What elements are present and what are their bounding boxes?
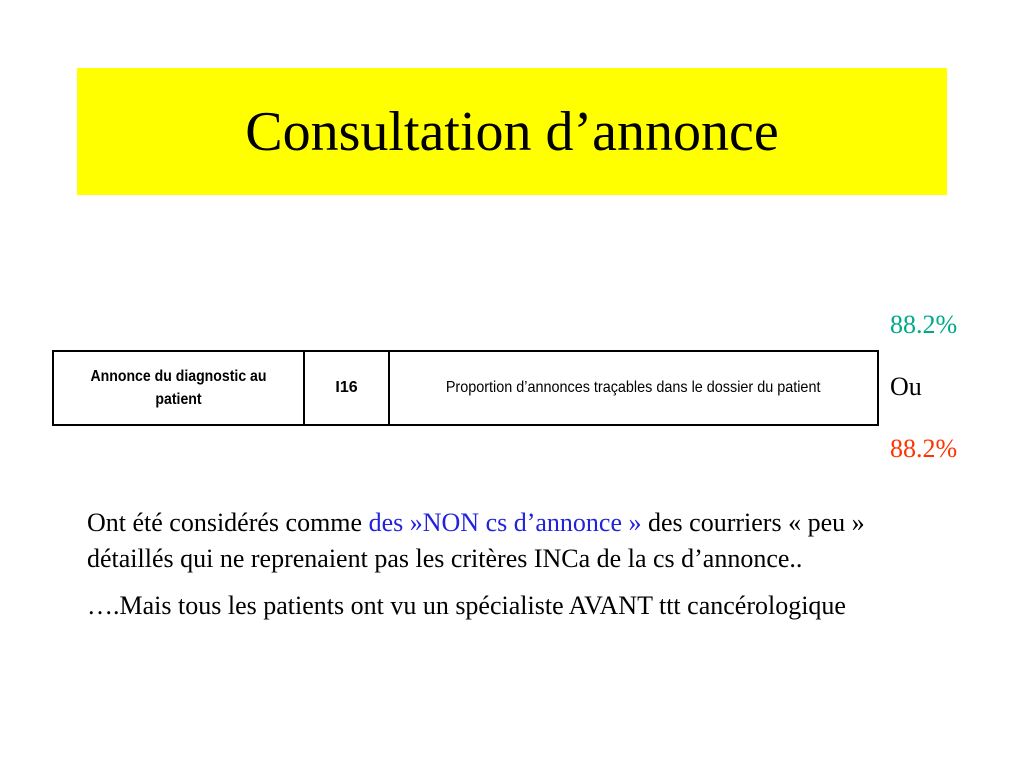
paragraph-prefix: Ont été considérés comme	[87, 508, 369, 537]
paragraph-rest: des courriers « peu » détaillés qui ne reprenaient pas les critères INCa de la cs d’annonce..	[87, 508, 865, 573]
page-title: Consultation d’annonce	[245, 100, 779, 163]
indicator-description-cell	[389, 351, 878, 425]
body-text	[87, 505, 867, 635]
indicator-table	[52, 350, 879, 426]
highlight-text: des »NON cs d’annonce »	[368, 508, 642, 537]
value-first: 88.2%	[890, 310, 958, 339]
title-banner	[77, 68, 947, 195]
table-row	[53, 351, 878, 425]
value-second: 88.2%	[890, 434, 958, 463]
or-label: Ou	[890, 372, 922, 401]
indicator-description-text: Proportion d’annonces traçables dans le dossier du patient	[446, 379, 821, 396]
paragraph-considered	[87, 505, 867, 577]
paragraph-specialist: ….Mais tous les patients ont vu un spécialiste AVANT ttt cancérologique	[87, 591, 846, 620]
indicator-code-cell: I16	[304, 351, 389, 425]
indicator-label-cell: Annonce du diagnostic au patient	[68, 351, 289, 425]
